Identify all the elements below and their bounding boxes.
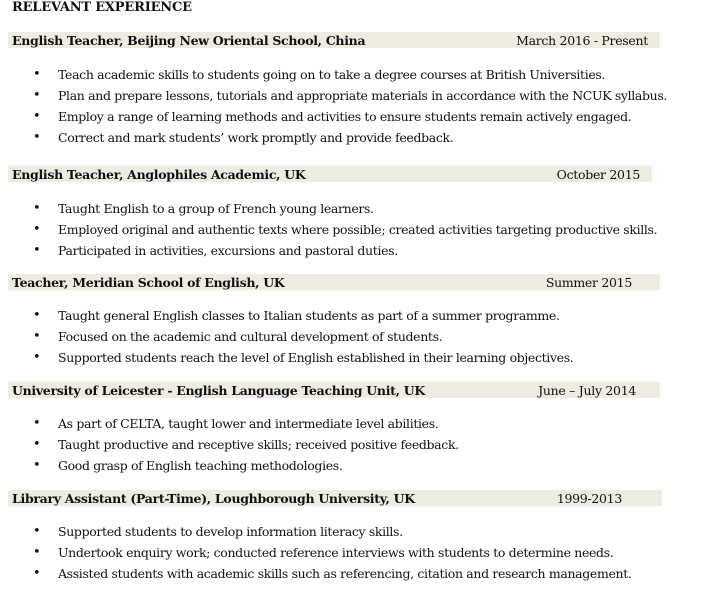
list-item: • Good grasp of English teaching methodologies. [0, 455, 459, 476]
list-item: • Participated in activities, excursions and pastoral duties. [0, 240, 657, 261]
job-bullets [0, 198, 657, 261]
list-item: • Employ a range of learning methods and activities to ensure students remain actively engaged. [0, 106, 667, 127]
list-item: • Undertook enquiry work; conducted reference interviews with students to determine needs. [0, 542, 632, 563]
list-item: • Taught English to a group of French young learners. [0, 198, 657, 219]
list-item: • Supported students to develop information literacy skills. [0, 521, 632, 542]
list-item: • Employed original and authentic texts where possible; created activities targeting productive skills. [0, 219, 657, 240]
job-header [8, 382, 660, 398]
job-header [8, 274, 660, 290]
job-bullets [0, 64, 667, 148]
job-header [8, 166, 652, 182]
section-title: RELEVANT EXPERIENCE [12, 0, 192, 15]
list-item: • Correct and mark students’ work promptly and provide feedback. [0, 127, 667, 148]
job-date: March 2016 - Present [516, 32, 648, 48]
list-item: • Supported students reach the level of English established in their learning objectives. [0, 347, 573, 368]
list-item: • Assisted students with academic skills such as referencing, citation and research management. [0, 563, 632, 584]
list-item: • As part of CELTA, taught lower and intermediate level abilities. [0, 413, 459, 434]
job-role: University of Leicester - English Language Teaching Unit, UK [12, 382, 425, 398]
job-role: Teacher, Meridian School of English, UK [12, 274, 285, 290]
job-role: English Teacher, Beijing New Oriental School, China [12, 32, 366, 48]
list-item: • Taught productive and receptive skills; received positive feedback. [0, 434, 459, 455]
list-item: • Focused on the academic and cultural development of students. [0, 326, 573, 347]
job-bullets [0, 521, 632, 584]
list-item: • Taught general English classes to Italian students as part of a summer programme. [0, 305, 573, 326]
job-header [8, 32, 660, 48]
job-header [8, 490, 662, 506]
job-role: Library Assistant (Part-Time), Loughborough University, UK [12, 490, 415, 506]
list-item: • Plan and prepare lessons, tutorials and appropriate materials in accordance with the NCUK syllabus. [0, 85, 667, 106]
job-bullets [0, 305, 573, 368]
job-role: English Teacher, Anglophiles Academic, UK [12, 166, 306, 182]
job-date: October 2015 [556, 166, 640, 182]
job-date: June – July 2014 [538, 382, 636, 398]
job-bullets [0, 413, 459, 476]
list-item: • Teach academic skills to students going on to take a degree courses at British Universities. [0, 64, 667, 85]
job-date: Summer 2015 [545, 274, 632, 290]
job-date: 1999-2013 [556, 490, 622, 506]
